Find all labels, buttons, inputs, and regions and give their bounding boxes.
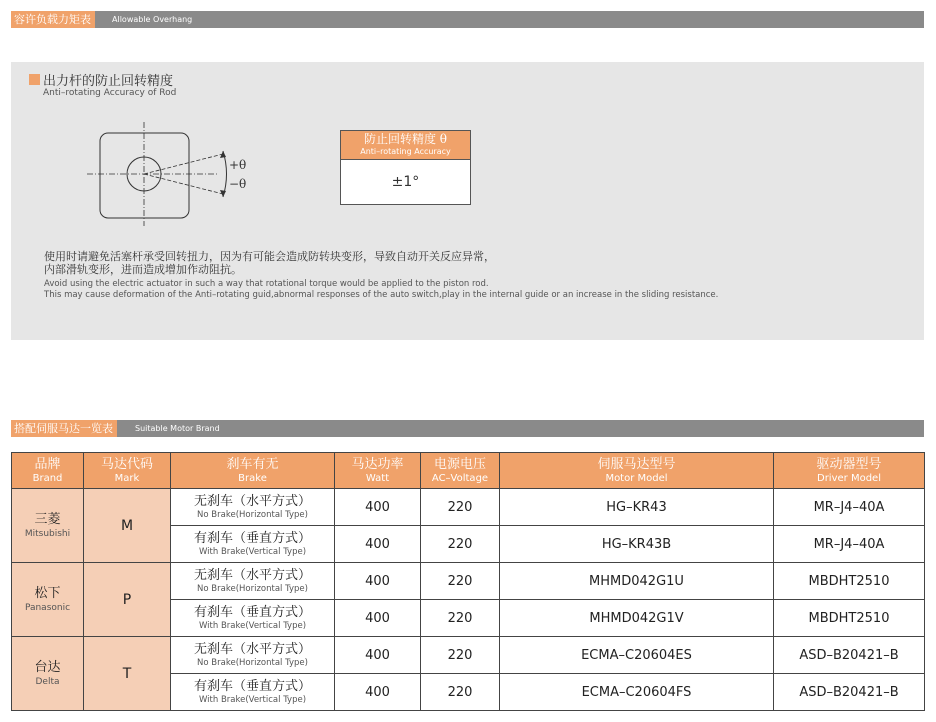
mark-cell: M xyxy=(84,489,171,563)
accuracy-header-en: Anti–rotating Accuracy xyxy=(360,147,451,156)
accuracy-box xyxy=(340,130,471,205)
section2-title-cn: 搭配伺服马达一览表 xyxy=(11,420,117,437)
watt-cell: 400 xyxy=(335,489,421,526)
table-row xyxy=(12,637,925,674)
rod-rotation-diagram xyxy=(83,118,263,228)
note-en-line-2: This may cause deformation of the Anti–rotating guid,abnormal responses of the auto switch,play in the internal guide or an increase in the sliding resistance. xyxy=(44,290,719,300)
watt-cell: 400 xyxy=(335,563,421,600)
driver-model-cell: MR–J4–40A xyxy=(774,489,925,526)
voltage-cell: 220 xyxy=(421,526,500,563)
accuracy-header-cn: 防止回转精度 θ xyxy=(363,132,448,146)
brand-cell-delta: 台达 Delta xyxy=(12,637,84,711)
driver-model-cell: MBDHT2510 xyxy=(774,600,925,637)
voltage-cell: 220 xyxy=(421,637,500,674)
driver-model-cell: ASD–B20421–B xyxy=(774,637,925,674)
anti-rotation-title-cn: 出力杆的防止回转精度 xyxy=(43,74,174,89)
brake-cell: 无刹车（水平方式） No Brake(Horizontal Type) xyxy=(171,563,335,600)
plus-theta-label: +θ xyxy=(229,158,247,172)
motor-model-cell: MHMD042G1V xyxy=(500,600,774,637)
motor-brand-table xyxy=(11,452,925,711)
table-row xyxy=(12,563,925,600)
square-bullet-icon xyxy=(29,74,40,85)
note-cn-line-2: 内部滑轨变形，进而造成增加作动阻抗。 xyxy=(44,263,242,276)
voltage-cell: 220 xyxy=(421,600,500,637)
brake-cell: 有刹车（垂直方式） With Brake(Vertical Type) xyxy=(171,526,335,563)
header-voltage: 电源电压 AC–Voltage xyxy=(421,453,500,489)
note-en-line-1: Avoid using the electric actuator in such a way that rotational torque would be applied to the piston rod. xyxy=(44,279,489,289)
watt-cell: 400 xyxy=(335,674,421,711)
voltage-cell: 220 xyxy=(421,489,500,526)
header-motor-model: 伺服马达型号 Motor Model xyxy=(500,453,774,489)
brake-cell: 有刹车（垂直方式） With Brake(Vertical Type) xyxy=(171,674,335,711)
voltage-cell: 220 xyxy=(421,674,500,711)
motor-model-cell: HG–KR43 xyxy=(500,489,774,526)
watt-cell: 400 xyxy=(335,600,421,637)
driver-model-cell: MR–J4–40A xyxy=(774,526,925,563)
header-mark: 马达代码 Mark xyxy=(84,453,171,489)
section2-title-en: Suitable Motor Brand xyxy=(135,424,220,433)
watt-cell: 400 xyxy=(335,526,421,563)
motor-model-cell: HG–KR43B xyxy=(500,526,774,563)
note-cn-line-1: 使用时请避免活塞杆承受回转扭力，因为有可能会造成防转块变形，导致自动开关反应异常， xyxy=(44,250,495,263)
section-bar-motor-brand xyxy=(11,420,924,437)
header-watt: 马达功率 Watt xyxy=(335,453,421,489)
driver-model-cell: ASD–B20421–B xyxy=(774,674,925,711)
brake-cell: 有刹车（垂直方式） With Brake(Vertical Type) xyxy=(171,600,335,637)
mark-cell: T xyxy=(84,637,171,711)
watt-cell: 400 xyxy=(335,637,421,674)
header-brand: 品牌 Brand xyxy=(12,453,84,489)
anti-rotation-title-en: Anti–rotating Accuracy of Rod xyxy=(43,88,177,98)
motor-model-cell: ECMA–C20604ES xyxy=(500,637,774,674)
section-title-cn: 容许负载力矩表 xyxy=(11,11,95,28)
section-title-en: Allowable Overhang xyxy=(112,15,193,24)
mark-cell: P xyxy=(84,563,171,637)
anti-rotation-panel xyxy=(11,62,924,340)
table-header-row xyxy=(12,453,925,489)
minus-theta-label: −θ xyxy=(229,177,247,191)
header-brake: 刹车有无 Brake xyxy=(171,453,335,489)
table-row xyxy=(12,489,925,526)
accuracy-value: ±1° xyxy=(391,174,420,190)
driver-model-cell: MBDHT2510 xyxy=(774,563,925,600)
accuracy-box-header xyxy=(341,131,470,160)
motor-model-cell: ECMA–C20604FS xyxy=(500,674,774,711)
brake-cell: 无刹车（水平方式） No Brake(Horizontal Type) xyxy=(171,637,335,674)
voltage-cell: 220 xyxy=(421,563,500,600)
header-driver-model: 驱动器型号 Driver Model xyxy=(774,453,925,489)
brand-cell-mitsubishi: 三菱 Mitsubishi xyxy=(12,489,84,563)
section-bar-overhang xyxy=(11,11,924,28)
motor-model-cell: MHMD042G1U xyxy=(500,563,774,600)
brand-cell-panasonic: 松下 Panasonic xyxy=(12,563,84,637)
brake-cell: 无刹车（水平方式） No Brake(Horizontal Type) xyxy=(171,489,335,526)
